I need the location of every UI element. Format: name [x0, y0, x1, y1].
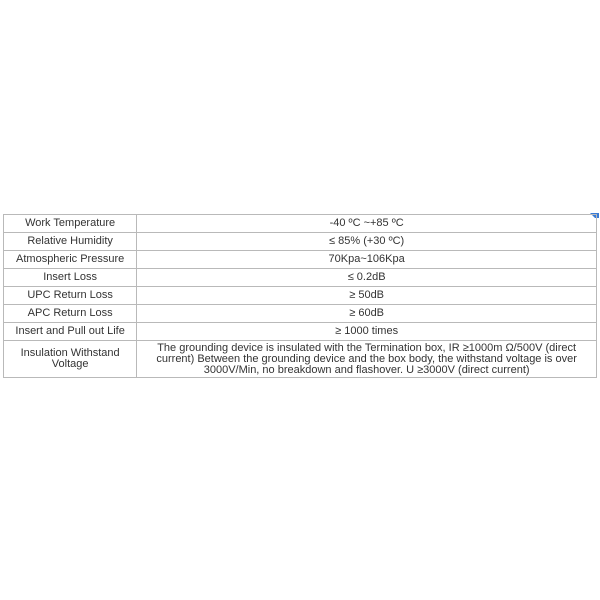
specification-table — [3, 214, 597, 378]
table-row — [4, 269, 597, 287]
spec-value: 70Kpa~106Kpa — [137, 251, 597, 269]
spec-label: Work Temperature — [4, 215, 137, 233]
spec-label: Insert and Pull out Life — [4, 323, 137, 341]
spec-label: UPC Return Loss — [4, 287, 137, 305]
spec-label: Insert Loss — [4, 269, 137, 287]
table-row — [4, 287, 597, 305]
spec-value: ≥ 1000 times — [137, 323, 597, 341]
spec-value: ≤ 85% (+30 ºC) — [137, 233, 597, 251]
spec-value: ≥ 50dB — [137, 287, 597, 305]
spec-value: -40 ºC ~+85 ºC — [137, 215, 597, 233]
spec-value: The grounding device is insulated with the Termination box, IR ≥1000m Ω/500V (direct current) Between the grounding device and the box body, the withstand voltage is over 3000V/Min, no breakdown and flashover. U ≥3000V (direct current) — [137, 341, 597, 378]
spec-label: Relative Humidity — [4, 233, 137, 251]
spec-value: ≥ 60dB — [137, 305, 597, 323]
table-row — [4, 233, 597, 251]
spec-label: Atmospheric Pressure — [4, 251, 137, 269]
table-row — [4, 215, 597, 233]
spec-label: APC Return Loss — [4, 305, 137, 323]
table-row — [4, 323, 597, 341]
table-row — [4, 251, 597, 269]
table-row — [4, 341, 597, 378]
spec-value: ≤ 0.2dB — [137, 269, 597, 287]
table-row — [4, 305, 597, 323]
spec-label: Insulation Withstand Voltage — [4, 341, 137, 378]
